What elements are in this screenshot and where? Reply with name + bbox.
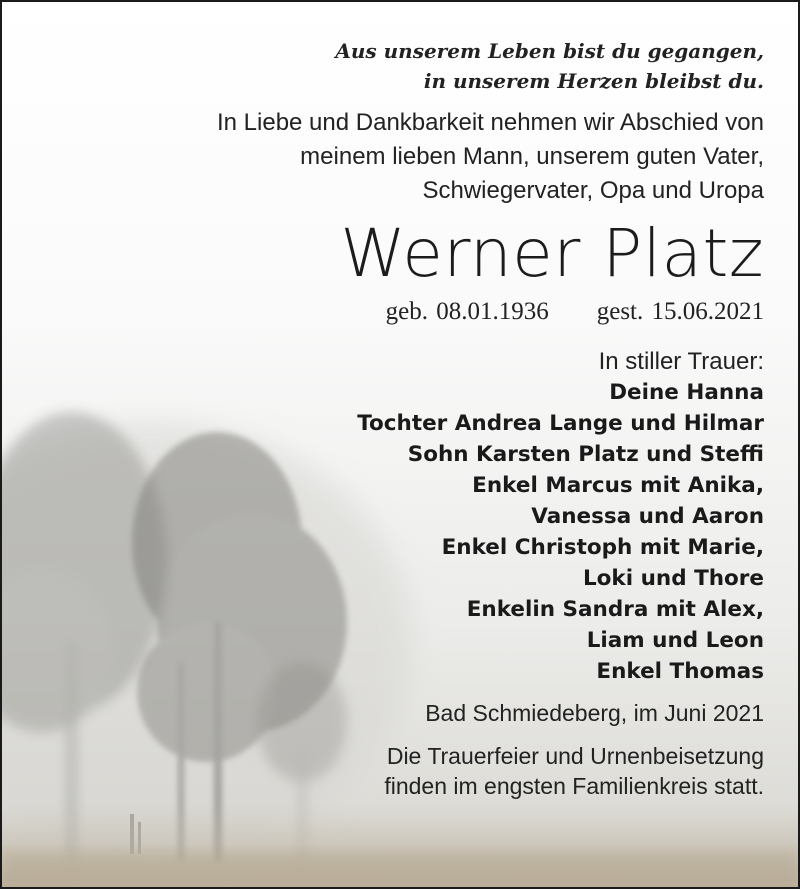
mourner-line: Enkel Thomas: [596, 659, 764, 684]
funeral-note-line: Die Trauerfeier und Urnenbeisetzung: [386, 743, 764, 769]
funeral-note-line: finden im engsten Familienkreis statt.: [384, 773, 764, 799]
obituary-text: [64, 36, 764, 801]
mourner-line: Loki und Thore: [582, 566, 764, 591]
motto: [64, 36, 764, 96]
mourning-heading: In stiller Trauer:: [598, 348, 764, 375]
intro-line: Schwiegervater, Opa und Uropa: [422, 177, 764, 204]
mourners-list: [64, 377, 764, 687]
birth-date: geb. 08.01.1936: [385, 298, 549, 325]
intro-text: [64, 106, 764, 208]
motto-line: Aus unserem Leben bist du gegangen,: [335, 39, 764, 63]
mourner-line: Vanessa und Aaron: [531, 504, 764, 529]
intro-line: meinem lieben Mann, unserem guten Vater,: [300, 143, 764, 170]
mourner-line: Tochter Andrea Lange und Hilmar: [357, 411, 764, 436]
life-dates: [64, 296, 764, 328]
mourner-line: Deine Hanna: [609, 380, 764, 405]
death-date: gest. 15.06.2021: [596, 298, 764, 325]
deceased-name: Werner Platz: [340, 215, 764, 292]
mourner-line: Enkel Christoph mit Marie,: [441, 535, 764, 560]
mourner-line: Enkelin Sandra mit Alex,: [466, 597, 764, 622]
intro-line: In Liebe und Dankbarkeit nehmen wir Abschied von: [216, 109, 764, 136]
mourner-line: Sohn Karsten Platz und Steffi: [407, 442, 764, 467]
motto-line: in unserem Herzen bleibst du.: [423, 69, 764, 93]
mourner-line: Enkel Marcus mit Anika,: [472, 473, 764, 498]
place-and-date: Bad Schmiedeberg, im Juni 2021: [425, 700, 764, 726]
funeral-note: [64, 741, 764, 801]
mourner-line: Liam und Leon: [586, 628, 764, 653]
